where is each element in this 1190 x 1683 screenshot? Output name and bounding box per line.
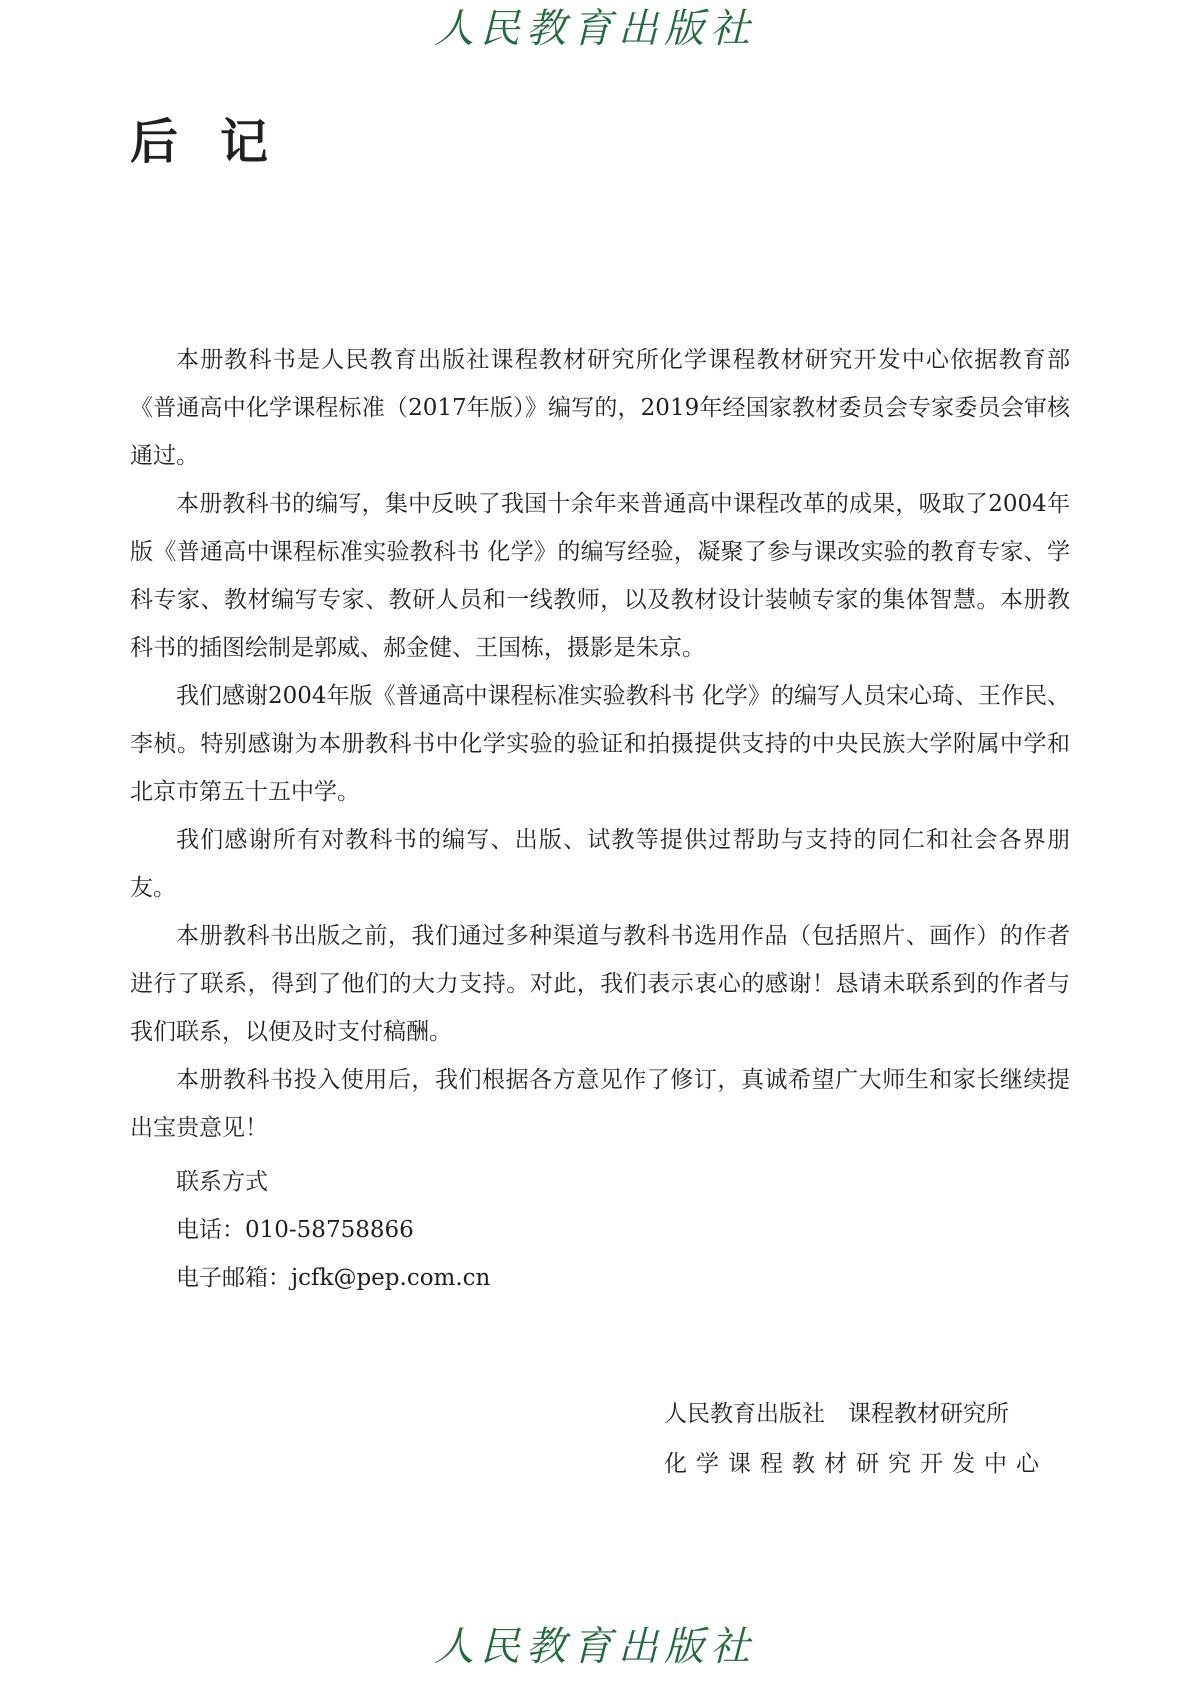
publisher-logo-top: 人民教育出版社 — [434, 6, 756, 52]
page-title: 后记 — [130, 114, 311, 170]
paragraph-4: 我们感谢所有对教科书的编写、出版、试教等提供过帮助与支持的同仁和社会各界朋友。 — [130, 827, 1070, 901]
signature-line-1: 人民教育出版社 课程教材研究所 — [664, 1401, 1009, 1427]
paragraph-5: 本册教科书出版之前，我们通过多种渠道与教科书选用作品（包括照片、画作）的作者进行了联系，得到了他们的大力支持。对此，我们表示衷心的感谢！恳请未联系到的作者与我们联系，以便及时支付稿酬。 — [130, 923, 1070, 1045]
signature — [664, 1389, 1048, 1489]
paragraph-2: 本册教科书的编写，集中反映了我国十余年来普通高中课程改革的成果，吸取了2004年版《普通高中课程标准实验教科书 化学》的编写经验，凝聚了参与课改实验的教育专家、学科专家、教材编写专家、教研人员和一线教师，以及教材设计装帧专家的集体智慧。本册教科书的插图绘制是郭威、郝金健、王国栋，摄影是朱京。 — [130, 491, 1070, 661]
publisher-logo-bottom: 人民教育出版社 — [434, 1624, 756, 1670]
contact-email: 电子邮箱：jcfk@pep.com.cn — [176, 1265, 491, 1291]
paragraph-3: 我们感谢2004年版《普通高中课程标准实验教科书 化学》的编写人员宋心琦、王作民、李桢。特别感谢为本册教科书中化学实验的验证和拍摄提供支持的中央民族大学附属中学和北京市第五十五中学。 — [130, 683, 1070, 805]
afterword-body — [130, 336, 1070, 1152]
contact-heading: 联系方式 — [176, 1169, 268, 1195]
paragraph-1: 本册教科书是人民教育出版社课程教材研究所化学课程教材研究开发中心依据教育部《普通高中化学课程标准（2017年版）》编写的，2019年经国家教材委员会专家委员会审核通过。 — [130, 347, 1070, 469]
contact-phone: 电话：010-58758866 — [176, 1217, 414, 1243]
contact-info — [176, 1158, 490, 1302]
paragraph-6: 本册教科书投入使用后，我们根据各方意见作了修订，真诚希望广大师生和家长继续提出宝贵意见！ — [130, 1067, 1070, 1141]
signature-line-2: 化学课程教材研究开发中心 — [664, 1451, 1048, 1477]
